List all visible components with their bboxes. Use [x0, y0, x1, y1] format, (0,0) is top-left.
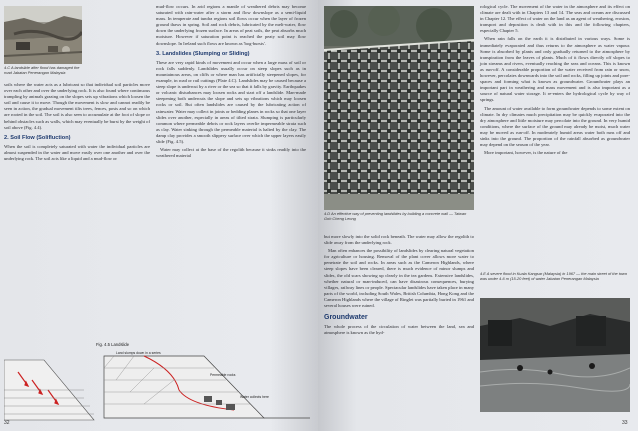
rain-distribution-text: When rain falls on the earth it is distributed in various ways. Some is immediately evaporated and thus returns to the atmosphere as water vapour. Some is absorbed by plants and only gradually returned to the atmosphere by transpiration from the leaves of plants. Much of it flows directly off slopes to join streams and rivers, eventually reaching the seas and oceans. This is known as run-off. A considerable proportion of the water received from rain or snow, however, percolates downwards into the soil and rocks, filling up joints and pore-spaces and forming what is known as groundwater. Groundwater plays an important part in weathering and mass movement and is also important as a source of natural water storage. It re-enters the hydrological cycle by way of springs.	[480, 36, 630, 103]
man-landslides-text: Man often enhances the possibility of landslides by clearing natural vegetation for agriculture or housing. Removal of the plant cover allows more water to penetrate the soil and rocks. In areas such as the Cameron Highlands, where steep slopes have been cleared, there is much evidence of minor slumps and slides, the old scars showing up clearly in the tea gardens. Extensive landslides, whether natural or man-induced, can have disastrous consequences, burying villages, railway lines or people. Spectacular landslides have taken place in many parts of the world, including South Wales, British Columbia, Hong Kong and the Cameron Highlands where the village of Ringlet was partially buried in 1961 and several houses were ruined.	[324, 248, 474, 309]
right-col2	[480, 4, 630, 158]
photo-concrete-wall	[324, 6, 474, 210]
landslides-text-2: Water may collect at the base of the regolith because it sinks readily into the weathered material	[156, 147, 306, 159]
heading-groundwater: Groundwater	[324, 314, 368, 322]
mudflow-text: mud-flow occurs. In arid regions a mantle of weathered debris may become saturated with rain-water after a storm and flow downslope as a semi-liquid mass. In temperate and tundra regions soil flows occur when the layer of frozen ground thaws in spring. Soil and rock debris, lubricated by the melt-water, flow down the underlying frozen surface. In areas of peat soils, the peat absorbs much moisture. However if saturation point is reached the peaty soil may flow downslope. In Ireland such flows are known as 'bog-bursts'.	[156, 4, 306, 46]
heading-soil-flow: 2. Soil Flow (Solifluction)	[4, 134, 71, 141]
figure-4d-caption: 4.D An effective way of preventing landslides by building a concrete wall — Taiwan Goh Cheng Leong	[324, 211, 467, 221]
photo-landslide-road	[4, 6, 82, 64]
landslides-text: These are very rapid kinds of movement and occur when a large mass of soil or rock falls suddenly. Landslides usually occur on steep slopes such as in mountainous areas, on cliffs or where man has artificially steepened slopes, for example, in road or rail cuttings (Plate 4.C). Landslides may be caused because a steep slope is undercut by a river or the sea so that it falls by gravity. Earthquakes or volcanic disturbances may loosen rocks and start off a landslide. Man-made steepening both undercuts the slope and sets up vibrations which may loosen rocks or soil. But often landslides are caused by the lubricating action of rainwater. Water may collect in joints or bedding planes in rocks so that one layer slides over another, especially in areas of tilted strata. Slumping is particularly common where permeable debris or rock layers overlie impermeable strata such as clay. Water sinking through the permeable material is halted by the clay. The damp clay provides a smooth slippery surface over which the upper layers easily slide (Fig. 4.5).	[156, 59, 306, 144]
left-page	[0, 0, 318, 431]
left-col1-continued	[4, 82, 150, 164]
regolith-text: but more slowly into the solid rock beneath. The water may allow the regolith to slide away from the underlying rock.	[324, 234, 474, 246]
right-page	[318, 0, 638, 431]
groundwater-text: The whole process of the circulation of water between the land, sea and atmosphere is known as the hyd-	[324, 324, 474, 336]
heading-landslides: 3. Landslides (Slumping or Sliding)	[156, 50, 250, 57]
photo-flood-kuala-kangsar	[480, 298, 630, 412]
right-col1	[324, 234, 474, 338]
soil-creep-text: soils where the water acts as a lubricant so that individual soil particles move over each other and over the underlying rock. It is also found where continuous trampling by animals grazing on the slopes sets up vibrations which loosen the soil and cause it to move. Though the movement is slow and cannot readily be seen in action, the gradual movement tilts trees, fences, posts and so on which are rooted in the soil. The soil is also seen to accumulate at the foot of slope or behind obstacles such as walls, which may eventually be burst by the weight of soil above (Fig. 4.4).	[4, 82, 150, 130]
fig45-label-permeable: Permeable rocks	[210, 373, 236, 377]
left-col2	[156, 4, 306, 161]
figure-4c-caption: 4.C A landslide after flood has damaged the road Jabatan Penerangan Malaysia	[4, 65, 80, 75]
fig45-title: Fig. 4.5 Landslide	[96, 342, 130, 347]
left-page-number: 32	[4, 420, 10, 426]
hydrological-cycle-text: rological cycle. The movement of the water in the atmosphere and its effect on climate are dealt with in Chapters 13 and 14. The seas and oceans are discussed in Chapter 12. The effect of water on the land as an agent of weathering, erosion, transport and deposition is dealt with in this and the following chapters, especially Chapter 5.	[480, 4, 630, 34]
climate-groundwater-text: The amount of water available to form groundwater depends to some extent on climate. In dry climates much precipitation may be quickly evaporated into the dry atmosphere and little moisture may percolate into the ground. In very humid conditions, where the surface of the ground may already be moist, much water may be moved as run-off. In moderately humid areas water both runs off and sinks into the ground. The proportion of the rainfall absorbed as groundwater may depend on the season of the year.	[480, 105, 630, 148]
figure-4e-caption: 4.E A severe flood in Kuala Kangsar (Malaysia) in 1967 — the main street of the town was under 4-6 m (15-20 feet) of water Jabatan Penerangan Malaysia	[480, 271, 627, 281]
right-page-number: 33	[622, 420, 628, 426]
nature-text: More important, however, is the nature of the	[484, 150, 568, 156]
fig45-landslide-diagram	[4, 350, 310, 424]
fig45-label-slump: Land slumps down in a series	[116, 351, 161, 355]
fig45-label-water: Water collects here	[240, 395, 269, 399]
soil-flow-text: When the soil is completely saturated with water the individual particles are almost suspended in the water and move easily over one another and over the underlying rock. The soil acts like a liquid and a mud-flow or	[4, 143, 150, 162]
